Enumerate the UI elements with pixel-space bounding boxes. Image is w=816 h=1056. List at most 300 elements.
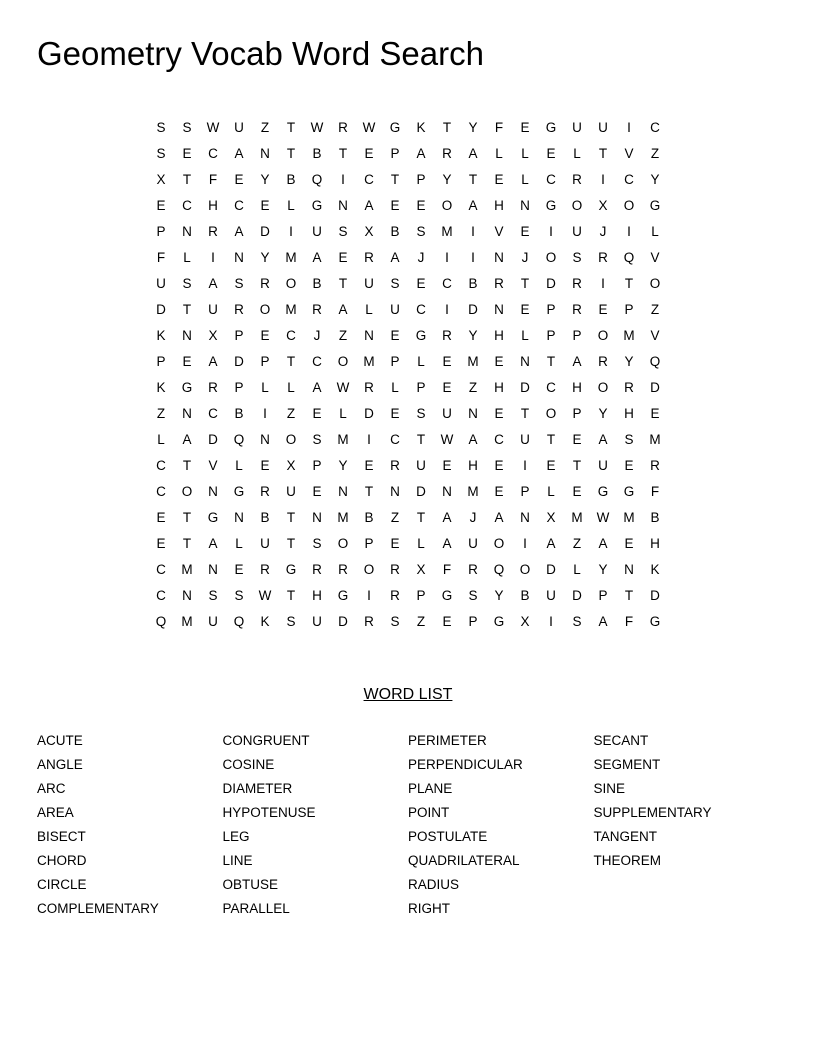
word-item: QUADRILATERAL bbox=[408, 853, 520, 868]
grid-letter: P bbox=[156, 354, 166, 369]
grid-letter: Y bbox=[598, 562, 608, 577]
word-item: SECANT bbox=[593, 733, 649, 748]
grid-letter: L bbox=[573, 146, 581, 161]
word-item: PERIMETER bbox=[408, 733, 487, 748]
grid-letter: E bbox=[156, 536, 166, 551]
grid-letter: Z bbox=[390, 510, 400, 525]
grid-letter: I bbox=[471, 250, 475, 265]
grid-letter: I bbox=[549, 224, 553, 239]
grid-letter: D bbox=[650, 588, 660, 603]
grid-letter: A bbox=[598, 614, 608, 629]
grid-letter: R bbox=[572, 276, 582, 291]
grid-letter: E bbox=[182, 146, 192, 161]
grid-letter: I bbox=[263, 406, 267, 421]
grid-letter: Q bbox=[649, 354, 661, 369]
grid-letter: M bbox=[285, 302, 297, 317]
grid-letter: Y bbox=[468, 328, 478, 343]
grid-letter: E bbox=[260, 458, 270, 473]
letter-grid bbox=[148, 115, 668, 635]
grid-letter: P bbox=[364, 536, 374, 551]
grid-letter: N bbox=[234, 250, 244, 265]
grid-letter: I bbox=[341, 172, 345, 187]
grid-letter: N bbox=[390, 484, 400, 499]
grid-letter: P bbox=[260, 354, 270, 369]
grid-letter: G bbox=[311, 198, 323, 213]
grid-letter: A bbox=[182, 432, 192, 447]
grid-letter: R bbox=[364, 380, 374, 395]
grid-letter: D bbox=[338, 614, 348, 629]
grid-letter: J bbox=[469, 510, 477, 525]
grid-letter: U bbox=[468, 536, 478, 551]
grid-letter: E bbox=[364, 146, 374, 161]
grid-letter: G bbox=[649, 198, 661, 213]
grid-letter: Y bbox=[260, 250, 270, 265]
grid-letter: T bbox=[182, 302, 192, 317]
grid-letter: D bbox=[156, 302, 166, 317]
grid-letter: N bbox=[338, 198, 348, 213]
grid-letter: O bbox=[493, 536, 505, 551]
grid-letter: E bbox=[182, 354, 192, 369]
grid-letter: U bbox=[234, 120, 244, 135]
grid-letter: N bbox=[520, 510, 530, 525]
grid-letter: E bbox=[650, 406, 660, 421]
grid-letter: M bbox=[181, 562, 193, 577]
grid-letter: O bbox=[363, 562, 375, 577]
grid-letter: L bbox=[339, 406, 347, 421]
grid-letter: Q bbox=[493, 562, 505, 577]
grid-letter: E bbox=[156, 510, 166, 525]
grid-letter: M bbox=[467, 484, 479, 499]
grid-letter: U bbox=[364, 276, 374, 291]
grid-letter: K bbox=[156, 380, 166, 395]
grid-letter: E bbox=[312, 484, 322, 499]
grid-letter: P bbox=[546, 328, 556, 343]
grid-letter: T bbox=[624, 276, 634, 291]
grid-letter: T bbox=[338, 276, 348, 291]
grid-letter: N bbox=[260, 432, 270, 447]
grid-letter: D bbox=[234, 354, 244, 369]
grid-letter: P bbox=[416, 588, 426, 603]
grid-letter: Y bbox=[442, 172, 452, 187]
grid-letter: N bbox=[338, 484, 348, 499]
grid-letter: O bbox=[597, 380, 609, 395]
grid-letter: R bbox=[624, 380, 634, 395]
grid-letter: U bbox=[208, 614, 218, 629]
grid-letter: T bbox=[286, 354, 296, 369]
grid-letter: T bbox=[572, 458, 582, 473]
grid-letter: A bbox=[234, 224, 244, 239]
grid-letter: E bbox=[390, 406, 400, 421]
grid-letter: Q bbox=[311, 172, 323, 187]
grid-letter: Q bbox=[233, 614, 245, 629]
grid-letter: N bbox=[234, 510, 244, 525]
grid-letter: X bbox=[546, 510, 556, 525]
grid-letter: B bbox=[364, 510, 374, 525]
grid-letter: Y bbox=[598, 406, 608, 421]
grid-letter: N bbox=[520, 354, 530, 369]
grid-letter: Z bbox=[286, 406, 296, 421]
grid-letter: K bbox=[650, 562, 660, 577]
grid-letter: L bbox=[495, 146, 503, 161]
grid-letter: Q bbox=[233, 432, 245, 447]
grid-letter: G bbox=[649, 614, 661, 629]
grid-letter: Q bbox=[155, 614, 167, 629]
grid-letter: C bbox=[312, 354, 322, 369]
grid-letter: Y bbox=[624, 354, 634, 369]
grid-letter: N bbox=[182, 328, 192, 343]
grid-letter: M bbox=[181, 614, 193, 629]
word-column bbox=[37, 729, 223, 921]
word-item: SUPPLEMENTARY bbox=[593, 805, 712, 820]
grid-letter: E bbox=[546, 146, 556, 161]
grid-letter: M bbox=[337, 432, 349, 447]
grid-letter: S bbox=[156, 146, 166, 161]
grid-letter: J bbox=[521, 250, 529, 265]
grid-letter: E bbox=[572, 432, 582, 447]
grid-letter: R bbox=[208, 380, 218, 395]
grid-letter: T bbox=[182, 510, 192, 525]
grid-letter: T bbox=[338, 146, 348, 161]
grid-letter: I bbox=[549, 614, 553, 629]
grid-letter: S bbox=[234, 276, 244, 291]
grid-letter: A bbox=[468, 198, 478, 213]
grid-letter: G bbox=[337, 588, 349, 603]
grid-letter: K bbox=[260, 614, 270, 629]
grid-letter: U bbox=[598, 120, 608, 135]
grid-letter: T bbox=[520, 406, 530, 421]
grid-letter: H bbox=[572, 380, 582, 395]
grid-letter: R bbox=[494, 276, 504, 291]
grid-letter: A bbox=[546, 536, 556, 551]
grid-letter: V bbox=[494, 224, 504, 239]
word-item: CHORD bbox=[37, 853, 87, 868]
word-item: PLANE bbox=[408, 781, 453, 796]
grid-letter: L bbox=[365, 302, 373, 317]
grid-letter: T bbox=[442, 120, 452, 135]
grid-letter: F bbox=[156, 250, 166, 265]
grid-letter: K bbox=[416, 120, 426, 135]
grid-letter: R bbox=[312, 562, 322, 577]
grid-row bbox=[148, 167, 668, 193]
word-item: TANGENT bbox=[593, 829, 657, 844]
grid-letter: L bbox=[417, 536, 425, 551]
word-item: LEG bbox=[222, 829, 250, 844]
grid-letter: Z bbox=[468, 380, 478, 395]
grid-letter: C bbox=[208, 406, 218, 421]
grid-letter: I bbox=[523, 458, 527, 473]
grid-letter: T bbox=[182, 458, 192, 473]
grid-letter: T bbox=[520, 276, 530, 291]
grid-row bbox=[148, 375, 668, 401]
grid-letter: Z bbox=[572, 536, 582, 551]
grid-letter: E bbox=[520, 302, 530, 317]
grid-letter: I bbox=[367, 432, 371, 447]
grid-letter: H bbox=[312, 588, 322, 603]
grid-letter: M bbox=[623, 510, 635, 525]
grid-letter: D bbox=[546, 276, 556, 291]
grid-letter: E bbox=[390, 198, 400, 213]
grid-letter: M bbox=[649, 432, 661, 447]
grid-letter: O bbox=[545, 406, 557, 421]
grid-letter: M bbox=[363, 354, 375, 369]
grid-letter: P bbox=[572, 406, 582, 421]
grid-letter: T bbox=[286, 146, 296, 161]
grid-letter: U bbox=[546, 588, 556, 603]
grid-letter: N bbox=[208, 562, 218, 577]
grid-letter: E bbox=[442, 614, 452, 629]
word-item: CIRCLE bbox=[37, 877, 87, 892]
grid-row bbox=[148, 609, 668, 635]
grid-letter: E bbox=[494, 484, 504, 499]
grid-letter: R bbox=[338, 120, 348, 135]
grid-letter: N bbox=[260, 146, 270, 161]
grid-letter: A bbox=[390, 250, 400, 265]
grid-letter: P bbox=[416, 172, 426, 187]
grid-letter: G bbox=[207, 510, 219, 525]
grid-letter: R bbox=[364, 614, 374, 629]
grid-letter: U bbox=[312, 614, 322, 629]
grid-letter: P bbox=[234, 380, 244, 395]
grid-letter: O bbox=[441, 198, 453, 213]
grid-letter: I bbox=[523, 536, 527, 551]
grid-letter: I bbox=[445, 250, 449, 265]
grid-letter: H bbox=[494, 380, 504, 395]
grid-letter: N bbox=[364, 328, 374, 343]
grid-letter: E bbox=[390, 536, 400, 551]
grid-letter: E bbox=[546, 458, 556, 473]
grid-letter: A bbox=[208, 536, 218, 551]
grid-letter: R bbox=[390, 562, 400, 577]
grid-letter: L bbox=[521, 146, 529, 161]
grid-letter: G bbox=[597, 484, 609, 499]
grid-letter: E bbox=[494, 172, 504, 187]
grid-letter: C bbox=[182, 198, 192, 213]
grid-letter: G bbox=[441, 588, 453, 603]
grid-letter: T bbox=[286, 510, 296, 525]
grid-letter: O bbox=[285, 276, 297, 291]
grid-letter: V bbox=[650, 250, 660, 265]
grid-letter: E bbox=[598, 302, 608, 317]
grid-letter: S bbox=[390, 614, 400, 629]
grid-letter: H bbox=[624, 406, 634, 421]
grid-letter: W bbox=[596, 510, 610, 525]
grid-letter: B bbox=[286, 172, 296, 187]
grid-letter: G bbox=[285, 562, 297, 577]
grid-letter: S bbox=[312, 536, 322, 551]
grid-letter: A bbox=[364, 198, 374, 213]
grid-row bbox=[148, 323, 668, 349]
grid-letter: S bbox=[416, 224, 426, 239]
grid-letter: H bbox=[468, 458, 478, 473]
grid-letter: B bbox=[260, 510, 270, 525]
grid-row bbox=[148, 271, 668, 297]
grid-letter: R bbox=[598, 250, 608, 265]
grid-letter: R bbox=[390, 588, 400, 603]
word-item: HYPOTENUSE bbox=[222, 805, 316, 820]
grid-letter: X bbox=[156, 172, 166, 187]
grid-letter: T bbox=[468, 172, 478, 187]
grid-row bbox=[148, 583, 668, 609]
word-item: OBTUSE bbox=[222, 877, 279, 892]
grid-letter: T bbox=[598, 146, 608, 161]
grid-letter: L bbox=[157, 432, 165, 447]
grid-letter: Y bbox=[494, 588, 504, 603]
grid-letter: W bbox=[362, 120, 376, 135]
grid-row bbox=[148, 349, 668, 375]
grid-letter: D bbox=[468, 302, 478, 317]
grid-letter: O bbox=[285, 432, 297, 447]
grid-letter: E bbox=[624, 458, 634, 473]
word-item: SEGMENT bbox=[593, 757, 661, 772]
grid-letter: R bbox=[468, 562, 478, 577]
grid-letter: X bbox=[286, 458, 296, 473]
grid-letter: A bbox=[572, 354, 582, 369]
grid-letter: P bbox=[546, 302, 556, 317]
grid-letter: U bbox=[416, 458, 426, 473]
grid-letter: R bbox=[208, 224, 218, 239]
grid-row bbox=[148, 531, 668, 557]
grid-letter: E bbox=[234, 172, 244, 187]
word-item: BISECT bbox=[37, 829, 86, 844]
grid-letter: O bbox=[623, 198, 635, 213]
grid-letter: B bbox=[234, 406, 244, 421]
word-item: RADIUS bbox=[408, 877, 460, 892]
word-item: LINE bbox=[222, 853, 253, 868]
grid-letter: U bbox=[572, 224, 582, 239]
grid-letter: L bbox=[547, 484, 555, 499]
word-column bbox=[594, 729, 780, 921]
grid-letter: C bbox=[286, 328, 296, 343]
word-item: THEOREM bbox=[593, 853, 661, 868]
grid-letter: L bbox=[521, 328, 529, 343]
grid-letter: C bbox=[442, 276, 452, 291]
grid-letter: T bbox=[182, 536, 192, 551]
grid-letter: I bbox=[211, 250, 215, 265]
grid-letter: I bbox=[367, 588, 371, 603]
grid-letter: I bbox=[445, 302, 449, 317]
grid-letter: R bbox=[650, 458, 660, 473]
grid-letter: S bbox=[208, 588, 218, 603]
grid-letter: E bbox=[416, 198, 426, 213]
grid-row bbox=[148, 401, 668, 427]
grid-letter: J bbox=[599, 224, 607, 239]
grid-letter: Z bbox=[260, 120, 270, 135]
grid-letter: S bbox=[182, 120, 192, 135]
grid-letter: H bbox=[208, 198, 218, 213]
word-column bbox=[408, 729, 594, 921]
grid-letter: G bbox=[623, 484, 635, 499]
grid-letter: R bbox=[260, 484, 270, 499]
grid-letter: T bbox=[390, 172, 400, 187]
grid-letter: C bbox=[156, 458, 166, 473]
grid-letter: E bbox=[338, 250, 348, 265]
grid-letter: N bbox=[182, 588, 192, 603]
grid-letter: P bbox=[156, 224, 166, 239]
grid-letter: R bbox=[364, 250, 374, 265]
grid-letter: G bbox=[233, 484, 245, 499]
grid-letter: R bbox=[234, 302, 244, 317]
grid-letter: P bbox=[520, 484, 530, 499]
grid-letter: R bbox=[442, 146, 452, 161]
grid-letter: O bbox=[337, 536, 349, 551]
grid-letter: I bbox=[601, 172, 605, 187]
grid-row bbox=[148, 505, 668, 531]
grid-letter: C bbox=[494, 432, 504, 447]
grid-letter: U bbox=[520, 432, 530, 447]
grid-row bbox=[148, 453, 668, 479]
grid-letter: F bbox=[494, 120, 504, 135]
grid-letter: T bbox=[286, 588, 296, 603]
word-item: DIAMETER bbox=[222, 781, 293, 796]
word-item: ARC bbox=[37, 781, 66, 796]
grid-letter: X bbox=[598, 198, 608, 213]
grid-letter: B bbox=[312, 146, 322, 161]
grid-letter: E bbox=[390, 328, 400, 343]
word-item: SINE bbox=[593, 781, 626, 796]
grid-letter: U bbox=[442, 406, 452, 421]
grid-letter: A bbox=[312, 250, 322, 265]
grid-letter: U bbox=[260, 536, 270, 551]
grid-letter: I bbox=[289, 224, 293, 239]
grid-letter: D bbox=[208, 432, 218, 447]
grid-letter: C bbox=[546, 380, 556, 395]
word-item: CONGRUENT bbox=[222, 733, 310, 748]
grid-letter: P bbox=[390, 354, 400, 369]
grid-letter: G bbox=[415, 328, 427, 343]
grid-letter: L bbox=[287, 380, 295, 395]
grid-letter: L bbox=[235, 536, 243, 551]
grid-letter: R bbox=[312, 302, 322, 317]
grid-letter: C bbox=[546, 172, 556, 187]
grid-letter: E bbox=[520, 224, 530, 239]
grid-letter: C bbox=[624, 172, 634, 187]
grid-letter: F bbox=[650, 484, 660, 499]
grid-letter: S bbox=[338, 224, 348, 239]
grid-letter: Y bbox=[650, 172, 660, 187]
grid-letter: P bbox=[468, 614, 478, 629]
grid-letter: R bbox=[598, 354, 608, 369]
word-item: AREA bbox=[37, 805, 74, 820]
grid-letter: E bbox=[494, 406, 504, 421]
grid-letter: V bbox=[208, 458, 218, 473]
grid-row bbox=[148, 479, 668, 505]
word-item: ANGLE bbox=[37, 757, 83, 772]
grid-letter: D bbox=[364, 406, 374, 421]
grid-row bbox=[148, 193, 668, 219]
word-item: ACUTE bbox=[37, 733, 83, 748]
grid-letter: Z bbox=[338, 328, 348, 343]
grid-letter: E bbox=[624, 536, 634, 551]
grid-letter: E bbox=[442, 380, 452, 395]
grid-letter: P bbox=[312, 458, 322, 473]
grid-row bbox=[148, 297, 668, 323]
grid-letter: D bbox=[520, 380, 530, 395]
grid-letter: G bbox=[545, 198, 557, 213]
grid-letter: F bbox=[624, 614, 634, 629]
grid-letter: T bbox=[546, 354, 556, 369]
grid-letter: E bbox=[572, 484, 582, 499]
grid-letter: J bbox=[313, 328, 321, 343]
grid-letter: R bbox=[572, 302, 582, 317]
grid-letter: S bbox=[312, 432, 322, 447]
grid-letter: A bbox=[416, 146, 426, 161]
grid-letter: S bbox=[390, 276, 400, 291]
grid-letter: E bbox=[364, 458, 374, 473]
grid-letter: N bbox=[182, 406, 192, 421]
grid-letter: T bbox=[286, 120, 296, 135]
grid-letter: O bbox=[545, 250, 557, 265]
grid-letter: W bbox=[336, 380, 350, 395]
